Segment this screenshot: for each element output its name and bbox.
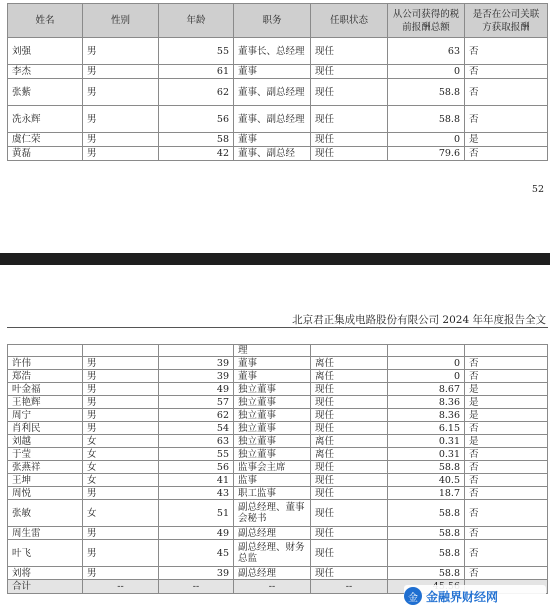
cell-status: 现任 — [311, 527, 388, 540]
cell-name: 周悦 — [8, 487, 83, 500]
table-row — [8, 422, 548, 435]
cell-position: 董事 — [234, 357, 311, 370]
table-row — [8, 461, 548, 474]
cell-gender: 男 — [83, 65, 159, 79]
cell-age: 55 — [159, 448, 234, 461]
cell-pay: 18.7 — [388, 487, 465, 500]
cell-gender: 男 — [83, 106, 159, 133]
cell-age: 42 — [159, 147, 234, 161]
cell-gender: 男 — [83, 540, 159, 567]
cell-gender: 男 — [83, 383, 159, 396]
table-row — [8, 540, 548, 567]
cell-pay: 0 — [388, 65, 465, 79]
cell-pay: 40.5 — [388, 474, 465, 487]
cell-status: 现任 — [311, 540, 388, 567]
cell-name — [8, 345, 83, 357]
cell-position: 独立董事 — [234, 396, 311, 409]
cell-name: 许伟 — [8, 357, 83, 370]
cell-gender: 女 — [83, 435, 159, 448]
cell-gender: -- — [83, 580, 159, 594]
cell-gender: 男 — [83, 422, 159, 435]
cell-age: 49 — [159, 383, 234, 396]
cell-pay: 0.31 — [388, 448, 465, 461]
cell-position: 理 — [234, 345, 311, 357]
cell-status: 现任 — [311, 474, 388, 487]
cell-gender — [83, 345, 159, 357]
cell-position: 董事、副总经理 — [234, 79, 311, 106]
table-row — [8, 487, 548, 500]
cell-position: 董事 — [234, 370, 311, 383]
cell-related: 否 — [465, 79, 548, 106]
cell-position: 监事 — [234, 474, 311, 487]
cell-position: 独立董事 — [234, 448, 311, 461]
cell-position: 职工监事 — [234, 487, 311, 500]
watermark-logo-icon: 金 — [404, 587, 422, 605]
cell-age: 41 — [159, 474, 234, 487]
header-status: 任职状态 — [311, 4, 388, 38]
cell-name: 叶金福 — [8, 383, 83, 396]
cell-status: 现任 — [311, 38, 388, 65]
cell-name: 张紫 — [8, 79, 83, 106]
cell-status — [311, 345, 388, 357]
cell-name: 刘将 — [8, 567, 83, 580]
cell-related: 是 — [465, 409, 548, 422]
cell-position: 副总经理、董事会秘书 — [234, 500, 311, 527]
cell-name: 王艳辉 — [8, 396, 83, 409]
watermark-text: 金融界财经网 — [426, 589, 499, 604]
cell-status: -- — [311, 580, 388, 594]
cell-status: 现任 — [311, 567, 388, 580]
cell-status: 现任 — [311, 487, 388, 500]
cell-status: 现任 — [311, 79, 388, 106]
cell-gender: 女 — [83, 500, 159, 527]
table-row — [8, 345, 548, 357]
cell-gender: 男 — [83, 357, 159, 370]
watermark — [404, 585, 546, 607]
cell-position: 董事 — [234, 65, 311, 79]
cell-age: 49 — [159, 527, 234, 540]
table-row — [8, 474, 548, 487]
cell-pay: 8.36 — [388, 409, 465, 422]
cell-position: 独立董事 — [234, 409, 311, 422]
header-age: 年龄 — [159, 4, 234, 38]
table-row — [8, 527, 548, 540]
running-header: 北京君正集成电路股份有限公司 2024 年年度报告全文 — [292, 314, 546, 326]
cell-status: 现任 — [311, 461, 388, 474]
cell-related: 是 — [465, 396, 548, 409]
cell-pay: 6.15 — [388, 422, 465, 435]
table-row — [8, 500, 548, 527]
cell-pay: 0.31 — [388, 435, 465, 448]
cell-pay: 58.8 — [388, 567, 465, 580]
cell-age — [159, 345, 234, 357]
cell-position: 董事长、总经理 — [234, 38, 311, 65]
cell-pay: 8.67 — [388, 383, 465, 396]
cell-age: 62 — [159, 409, 234, 422]
cell-status: 现任 — [311, 500, 388, 527]
cell-gender: 男 — [83, 396, 159, 409]
cell-related: 否 — [465, 527, 548, 540]
cell-position: -- — [234, 580, 311, 594]
cell-age: 61 — [159, 65, 234, 79]
executive-pay-table-top — [7, 3, 548, 161]
cell-age: 57 — [159, 396, 234, 409]
cell-name: 冼永辉 — [8, 106, 83, 133]
cell-status: 离任 — [311, 370, 388, 383]
cell-related: 否 — [465, 370, 548, 383]
cell-related — [465, 345, 548, 357]
cell-age: 56 — [159, 461, 234, 474]
cell-gender: 男 — [83, 409, 159, 422]
table-row — [8, 133, 548, 147]
cell-position: 独立董事 — [234, 383, 311, 396]
cell-age: 62 — [159, 79, 234, 106]
table-row — [8, 147, 548, 161]
cell-status: 现任 — [311, 106, 388, 133]
cell-position: 独立董事 — [234, 435, 311, 448]
cell-status: 离任 — [311, 448, 388, 461]
cell-position: 副总经理 — [234, 567, 311, 580]
cell-pay — [388, 345, 465, 357]
cell-name: 于莹 — [8, 448, 83, 461]
cell-name: 肖利民 — [8, 422, 83, 435]
cell-related: 否 — [465, 567, 548, 580]
cell-pay: 63 — [388, 38, 465, 65]
cell-name: 李杰 — [8, 65, 83, 79]
cell-status: 现任 — [311, 396, 388, 409]
cell-position: 副总经理 — [234, 527, 311, 540]
cell-pay: 58.8 — [388, 540, 465, 567]
cell-related: 否 — [465, 65, 548, 79]
table-row — [8, 65, 548, 79]
cell-age: 39 — [159, 357, 234, 370]
cell-position: 董事 — [234, 133, 311, 147]
cell-position: 监事会主席 — [234, 461, 311, 474]
header-rule — [7, 327, 548, 328]
cell-pay: 0 — [388, 370, 465, 383]
cell-status: 现任 — [311, 65, 388, 79]
cell-age: 55 — [159, 38, 234, 65]
table-row — [8, 370, 548, 383]
table-row — [8, 79, 548, 106]
cell-related: 否 — [465, 448, 548, 461]
cell-related: 是 — [465, 383, 548, 396]
cell-related: 否 — [465, 357, 548, 370]
header-position: 职务 — [234, 4, 311, 38]
page-divider — [0, 253, 550, 265]
cell-name: 叶飞 — [8, 540, 83, 567]
cell-name: 张燕祥 — [8, 461, 83, 474]
cell-related: 否 — [465, 106, 548, 133]
table-header-row — [8, 4, 548, 38]
header-gender: 性别 — [83, 4, 159, 38]
cell-pay: 58.8 — [388, 527, 465, 540]
table-row — [8, 357, 548, 370]
executive-pay-table-continued — [7, 344, 548, 594]
cell-position: 董事、副总经 — [234, 147, 311, 161]
cell-age: 39 — [159, 567, 234, 580]
cell-gender: 男 — [83, 38, 159, 65]
cell-gender: 女 — [83, 448, 159, 461]
table-row — [8, 396, 548, 409]
cell-gender: 男 — [83, 370, 159, 383]
cell-related: 否 — [465, 461, 548, 474]
cell-related: 否 — [465, 474, 548, 487]
cell-age: 51 — [159, 500, 234, 527]
cell-pay: 58.8 — [388, 79, 465, 106]
cell-status: 离任 — [311, 357, 388, 370]
cell-name: 王坤 — [8, 474, 83, 487]
cell-related: 否 — [465, 422, 548, 435]
cell-gender: 女 — [83, 474, 159, 487]
cell-name: 刘越 — [8, 435, 83, 448]
cell-name: 张敏 — [8, 500, 83, 527]
cell-related: 否 — [465, 487, 548, 500]
cell-gender: 男 — [83, 527, 159, 540]
header-pay: 从公司获得的税前报酬总额 — [388, 4, 465, 38]
cell-age: 43 — [159, 487, 234, 500]
cell-position: 董事、副总经理 — [234, 106, 311, 133]
cell-name: 虞仁荣 — [8, 133, 83, 147]
table-row — [8, 409, 548, 422]
cell-name: 郑浩 — [8, 370, 83, 383]
cell-status: 现任 — [311, 383, 388, 396]
cell-pay: 79.6 — [388, 147, 465, 161]
cell-name: 黄磊 — [8, 147, 83, 161]
cell-gender: 男 — [83, 567, 159, 580]
table-row — [8, 38, 548, 65]
cell-related: 是 — [465, 133, 548, 147]
cell-status: 现任 — [311, 409, 388, 422]
cell-related: 否 — [465, 540, 548, 567]
cell-gender: 男 — [83, 79, 159, 106]
cell-status: 现任 — [311, 133, 388, 147]
cell-status: 现任 — [311, 422, 388, 435]
cell-related: 否 — [465, 38, 548, 65]
cell-age: 56 — [159, 106, 234, 133]
cell-pay: 58.8 — [388, 461, 465, 474]
cell-pay: 8.36 — [388, 396, 465, 409]
table-row — [8, 448, 548, 461]
header-name: 姓名 — [8, 4, 83, 38]
cell-name: 周生雷 — [8, 527, 83, 540]
page-number: 52 — [531, 184, 544, 195]
cell-position: 独立董事 — [234, 422, 311, 435]
cell-pay: 0 — [388, 133, 465, 147]
cell-age: 63 — [159, 435, 234, 448]
cell-name: 合计 — [8, 580, 83, 594]
cell-age: 58 — [159, 133, 234, 147]
cell-gender: 男 — [83, 487, 159, 500]
table-row — [8, 567, 548, 580]
cell-position: 副总经理、财务总监 — [234, 540, 311, 567]
table-row — [8, 435, 548, 448]
header-related-pay: 是否在公司关联方获取报酬 — [465, 4, 548, 38]
cell-related: 是 — [465, 435, 548, 448]
cell-related: 否 — [465, 147, 548, 161]
cell-status: 现任 — [311, 147, 388, 161]
cell-name: 刘强 — [8, 38, 83, 65]
cell-pay: 0 — [388, 357, 465, 370]
table-row — [8, 106, 548, 133]
cell-name: 周宁 — [8, 409, 83, 422]
cell-age: 39 — [159, 370, 234, 383]
cell-status: 离任 — [311, 435, 388, 448]
cell-age: 54 — [159, 422, 234, 435]
cell-gender: 男 — [83, 133, 159, 147]
cell-age: 45 — [159, 540, 234, 567]
cell-gender: 男 — [83, 147, 159, 161]
cell-related: 否 — [465, 500, 548, 527]
table-row — [8, 383, 548, 396]
cell-age: -- — [159, 580, 234, 594]
cell-gender: 女 — [83, 461, 159, 474]
cell-pay: 58.8 — [388, 500, 465, 527]
cell-pay: 58.8 — [388, 106, 465, 133]
